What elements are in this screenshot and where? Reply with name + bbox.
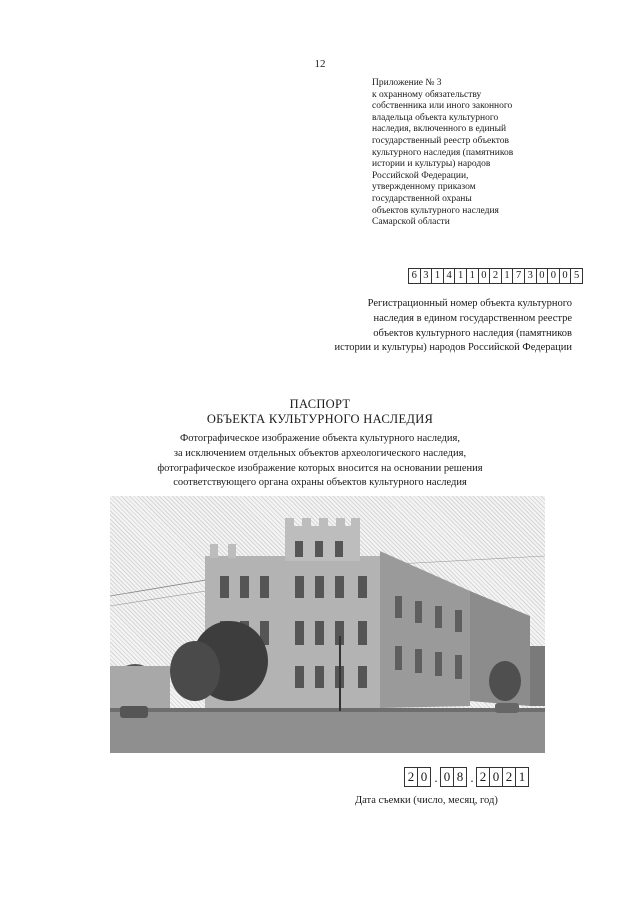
- reg-digit: 6: [408, 268, 421, 284]
- shoot-date-caption: Дата съемки (число, месяц, год): [355, 795, 498, 806]
- reg-digit: 5: [570, 268, 583, 284]
- reg-digit: 0: [559, 268, 572, 284]
- reg-digit: 3: [524, 268, 537, 284]
- appendix-line: Российской Федерации,: [372, 170, 469, 181]
- heading-title: ПАСПОРТ: [289, 397, 351, 411]
- registration-caption-line: объектов культурного наследия (памятников: [373, 327, 572, 339]
- photo-caption-line: соответствующего органа охраны объектов культурного наследия: [173, 477, 467, 489]
- appendix-line: владельца объекта культурного: [372, 112, 499, 123]
- reg-digit: 4: [443, 268, 456, 284]
- date-month-digit: 0: [440, 767, 454, 787]
- appendix-note: [372, 78, 572, 229]
- appendix-line: собственника или иного законного: [372, 101, 513, 112]
- reg-digit: 7: [512, 268, 525, 284]
- reg-digit: 0: [478, 268, 491, 284]
- date-month-digit: 8: [453, 767, 467, 787]
- reg-digit: 3: [420, 268, 433, 284]
- registration-caption-line: наследия в едином государственном реестре: [373, 312, 572, 324]
- heading-subtitle: ОБЪЕКТА КУЛЬТУРНОГО НАСЛЕДИЯ: [206, 412, 434, 426]
- reg-digit: 1: [454, 268, 467, 284]
- appendix-line: наследия, включенного в единый: [372, 124, 507, 135]
- appendix-line: государственный реестр объектов: [372, 135, 509, 146]
- registration-number: [409, 268, 583, 284]
- reg-digit: 1: [501, 268, 514, 284]
- photo-caption-line: за исключением отдельных объектов археологического наследия,: [173, 447, 467, 459]
- page-number: 12: [314, 58, 326, 70]
- appendix-line: истории и культуры) народов: [372, 159, 491, 170]
- date-year-digit: 2: [502, 767, 516, 787]
- photo-caption-line: фотографическое изображение которых вносится на основании решения: [157, 462, 483, 474]
- date-separator: .: [434, 770, 438, 785]
- appendix-line: утвержденному приказом: [372, 182, 476, 193]
- building-illustration: [110, 496, 545, 753]
- registration-caption-line: Регистрационный номер объекта культурного: [367, 298, 572, 309]
- reg-digit: 2: [489, 268, 502, 284]
- registration-caption-line: истории и культуры) народов Российской Федерации: [334, 342, 572, 354]
- document-heading: [0, 397, 640, 427]
- appendix-line: культурного наследия (памятников: [372, 147, 514, 158]
- appendix-line: Приложение № 3: [372, 78, 442, 88]
- date-year-digit: 2: [476, 767, 490, 787]
- date-day-digit: 0: [417, 767, 431, 787]
- date-separator: .: [470, 770, 474, 785]
- photo-caption: [0, 432, 640, 491]
- appendix-line: государственной охраны: [372, 193, 472, 204]
- photo-caption-line: Фотографическое изображение объекта культурного наследия,: [180, 433, 460, 444]
- shoot-date: [405, 767, 529, 787]
- reg-digit: 0: [547, 268, 560, 284]
- appendix-line: к охранному обязательству: [372, 89, 482, 100]
- reg-digit: 1: [466, 268, 479, 284]
- reg-digit: 1: [431, 268, 444, 284]
- building-photo: [110, 496, 545, 753]
- appendix-line: Самарской области: [372, 217, 450, 228]
- reg-digit: 0: [536, 268, 549, 284]
- registration-caption: [335, 297, 572, 356]
- date-year-digit: 0: [489, 767, 503, 787]
- date-year-digit: 1: [515, 767, 529, 787]
- appendix-line: объектов культурного наследия: [372, 205, 499, 216]
- date-day-digit: 2: [404, 767, 418, 787]
